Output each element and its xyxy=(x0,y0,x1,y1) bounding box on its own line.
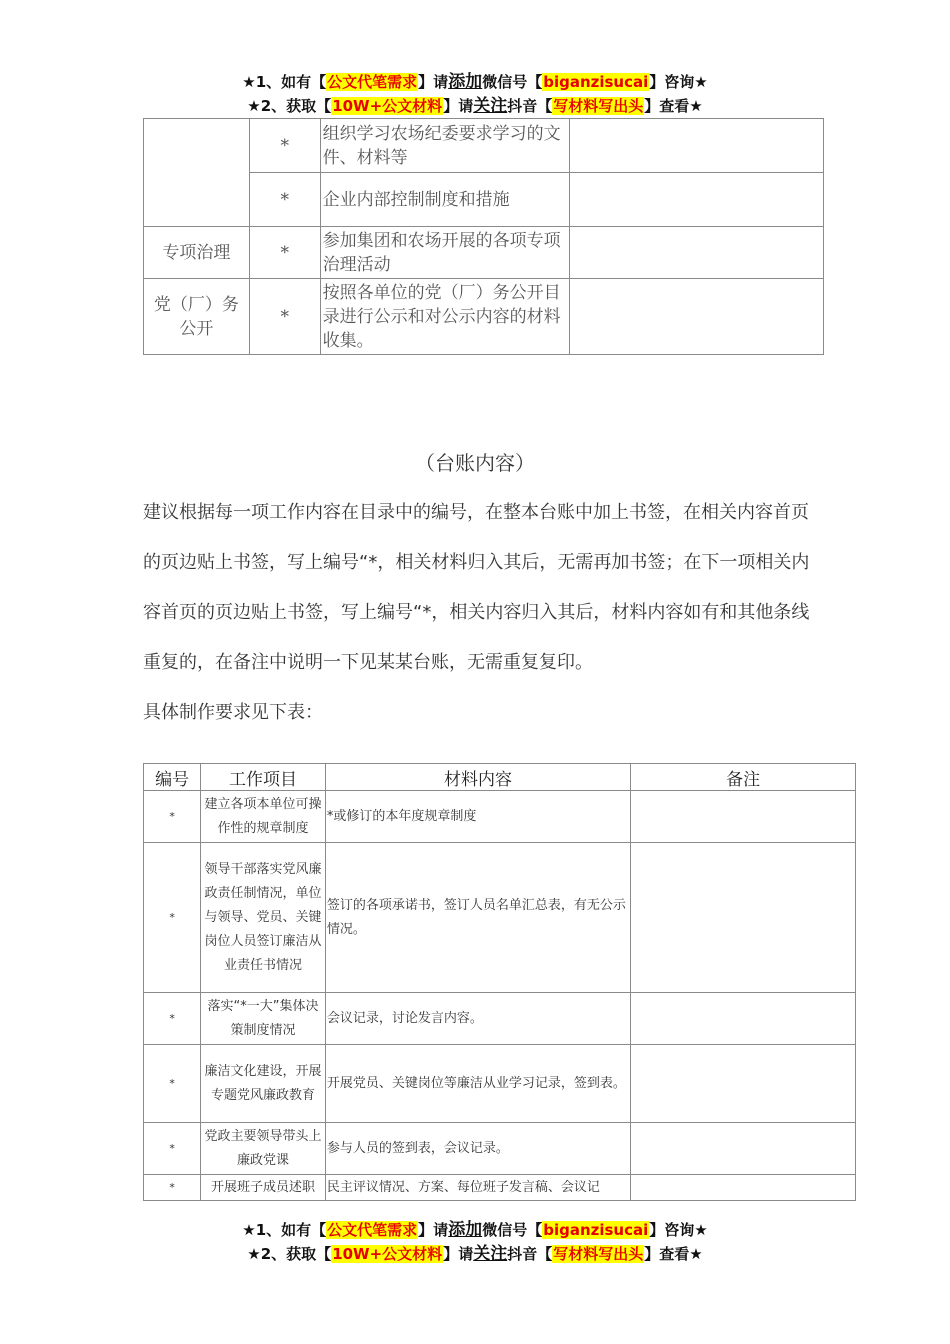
banner-top xyxy=(0,70,950,118)
table-cell-content: 开展党员、关键岗位等廉洁从业学习记录，签到表。 xyxy=(325,1045,630,1123)
banner-emphasis: 添加 xyxy=(448,72,483,92)
table-row xyxy=(144,1123,856,1175)
paragraph-text: 具体制作要求见下表： xyxy=(143,702,323,723)
header-item: 工作项目 xyxy=(201,764,326,791)
banner-emphasis: 关注 xyxy=(473,96,508,116)
table-cell-note xyxy=(569,279,823,355)
banner-highlight: 公文代笔需求 xyxy=(327,1221,418,1239)
table-cell-note xyxy=(631,1123,856,1175)
header-content: 材料内容 xyxy=(325,764,630,791)
banner-highlight: 10W+公文材料 xyxy=(332,97,443,115)
table-cell-content: *或修订的本年度规章制度 xyxy=(325,791,630,843)
banner-line-1 xyxy=(0,70,950,94)
banner-emphasis: 关注 xyxy=(473,1244,508,1264)
table-cell-content: 企业内部控制制度和措施 xyxy=(320,173,569,227)
banner-text: 】咨询★ xyxy=(649,73,708,91)
table-row xyxy=(144,119,824,173)
banner-bottom xyxy=(0,1218,950,1266)
table-row xyxy=(144,791,856,843)
table-cell-note xyxy=(631,791,856,843)
header-note: 备注 xyxy=(631,764,856,791)
table-row xyxy=(144,993,856,1045)
table-row xyxy=(144,279,824,355)
table-cell-note xyxy=(569,227,823,279)
banner-text: 抖音【 xyxy=(507,97,553,115)
table-cell-item: 落实“*一大”集体决策制度情况 xyxy=(201,993,326,1045)
banner-highlight: 写材料写出头 xyxy=(553,97,644,115)
banner-highlight: biganzisucai xyxy=(543,1221,649,1239)
banner-emphasis: 添加 xyxy=(448,1220,483,1240)
requirements-table xyxy=(143,763,856,1201)
table-cell-num: * xyxy=(144,1175,201,1201)
table-row xyxy=(144,843,856,993)
table-cell-content: 民主评议情况、方案、每位班子发言稿、会议记 xyxy=(325,1175,630,1201)
table-cell-item: 廉洁文化建设，开展专题党风廉政教育 xyxy=(201,1045,326,1123)
table-cell-num: * xyxy=(144,993,201,1045)
table-cell-num: * xyxy=(144,1045,201,1123)
table-cell-content: 参与人员的签到表，会议记录。 xyxy=(325,1123,630,1175)
banner-text: 】请 xyxy=(443,1245,474,1263)
table-cell-note xyxy=(631,1045,856,1123)
table-cell-num: * xyxy=(249,279,320,355)
table-cell-content: 按照各单位的党（厂）务公开目录进行公示和对公示内容的材料收集。 xyxy=(320,279,569,355)
table-cell-num: * xyxy=(249,173,320,227)
table-cell-item: 党政主要领导带头上廉政党课 xyxy=(201,1123,326,1175)
banner-line-2 xyxy=(0,94,950,118)
table-cell-content: 签订的各项承诺书，签订人员名单汇总表，有无公示情况。 xyxy=(325,843,630,993)
header-num: 编号 xyxy=(144,764,201,791)
banner-highlight: 公文代笔需求 xyxy=(327,73,418,91)
table-cell-item: 专项治理 xyxy=(144,227,250,279)
table-cell-content: 会议记录，讨论发言内容。 xyxy=(325,993,630,1045)
banner-line-1 xyxy=(0,1218,950,1242)
table-cell-item: 领导干部落实党风廉政责任制情况，单位与领导、党员、关键岗位人员签订廉洁从业责任书情况 xyxy=(201,843,326,993)
table-cell-item: 建立各项本单位可操作性的规章制度 xyxy=(201,791,326,843)
banner-text: 】查看★ xyxy=(644,1245,703,1263)
table-cell-num: * xyxy=(249,119,320,173)
table-row xyxy=(144,1045,856,1123)
banner-highlight: 写材料写出头 xyxy=(553,1245,644,1263)
banner-text: 】查看★ xyxy=(644,97,703,115)
table-cell-content: 组织学习农场纪委要求学习的文件、材料等 xyxy=(320,119,569,173)
table-cell-item: 开展班子成员述职 xyxy=(201,1175,326,1201)
table-cell xyxy=(144,119,250,227)
banner-line-2 xyxy=(0,1242,950,1266)
table-cell-note xyxy=(569,173,823,227)
instruction-paragraph xyxy=(143,488,823,738)
banner-text: 】请 xyxy=(418,73,449,91)
banner-highlight: 10W+公文材料 xyxy=(332,1245,443,1263)
banner-text: 微信号【 xyxy=(482,73,543,91)
ledger-table-top xyxy=(143,118,824,355)
table-cell-note xyxy=(631,1175,856,1201)
banner-text: 抖音【 xyxy=(507,1245,553,1263)
section-heading: （台账内容） xyxy=(415,451,535,475)
table-cell-note xyxy=(631,843,856,993)
table-row xyxy=(144,227,824,279)
table-cell-num: * xyxy=(144,1123,201,1175)
table-cell-note xyxy=(569,119,823,173)
table-cell-note xyxy=(631,993,856,1045)
banner-text: 】请 xyxy=(443,97,474,115)
table-cell-content: 参加集团和农场开展的各项专项治理活动 xyxy=(320,227,569,279)
table-cell-num: * xyxy=(249,227,320,279)
table-cell-num: * xyxy=(144,791,201,843)
banner-text: ★1、如有【 xyxy=(242,73,327,91)
banner-text: ★2、获取【 xyxy=(247,97,332,115)
table-cell-item: 党（厂）务公开 xyxy=(144,279,250,355)
table-cell-num: * xyxy=(144,843,201,993)
banner-text: 】请 xyxy=(418,1221,449,1239)
banner-highlight: biganzisucai xyxy=(543,73,649,91)
paragraph-text: 建议根据每一项工作内容在目录中的编号，在整本台账中加上书签，在相关内容首页的页边贴上书签，写上编号“*，相关材料归入其后，无需再加书签；在下一项相关内容首页的页边贴上书签，写上编号“*，相关内容归入其后，材料内容如有和其他条线重复的，在备注中说明一下见某某台账，无需重复复印。 xyxy=(143,502,810,673)
table-row xyxy=(144,1175,856,1201)
table-header-row xyxy=(144,764,856,791)
banner-text: 】咨询★ xyxy=(649,1221,708,1239)
banner-text: ★2、获取【 xyxy=(247,1245,332,1263)
banner-text: 微信号【 xyxy=(482,1221,543,1239)
banner-text: ★1、如有【 xyxy=(242,1221,327,1239)
